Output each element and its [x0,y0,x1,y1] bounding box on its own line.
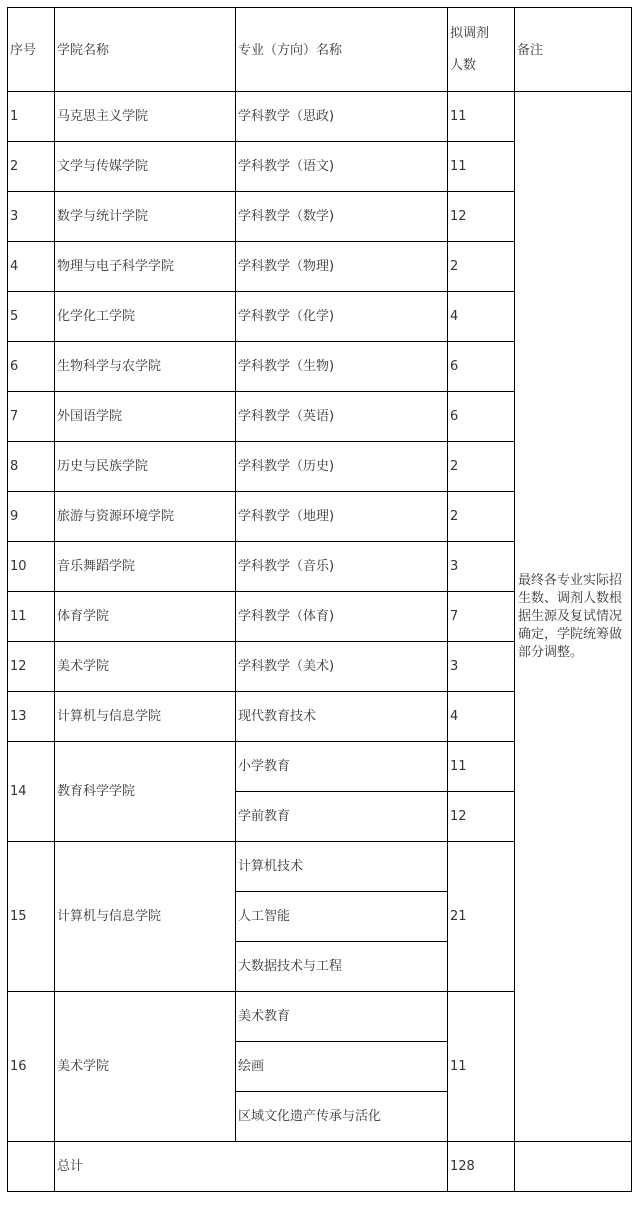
total-count: 128 [448,1142,515,1192]
row-count: 11 [448,992,515,1142]
row-major: 现代教育技术 [236,692,448,742]
row-count: 2 [448,242,515,292]
table-row [8,92,632,142]
row-count: 2 [448,442,515,492]
row-seq: 8 [8,442,55,492]
row-seq: 1 [8,92,55,142]
row-major: 学科教学（历史) [236,442,448,492]
row-college: 马克思主义学院 [55,92,236,142]
header-seq: 序号 [8,8,55,92]
row-count: 4 [448,692,515,742]
header-count-line2: 人数 [450,58,477,73]
header-major: 专业（方向）名称 [236,8,448,92]
row-count: 12 [448,792,515,842]
header-college: 学院名称 [55,8,236,92]
row-college: 美术学院 [55,642,236,692]
row-major: 人工智能 [236,892,448,942]
row-count: 6 [448,342,515,392]
row-major: 学科教学（生物) [236,342,448,392]
row-count: 11 [448,742,515,792]
row-major: 学科教学（数学) [236,192,448,242]
row-seq: 15 [8,842,55,992]
total-remark-empty [515,1142,632,1192]
row-major: 学科教学（语文) [236,142,448,192]
row-college: 美术学院 [55,992,236,1142]
row-seq: 13 [8,692,55,742]
row-college: 数学与统计学院 [55,192,236,242]
row-major: 大数据技术与工程 [236,942,448,992]
header-count [448,8,515,92]
row-college: 生物科学与农学院 [55,342,236,392]
row-college: 外国语学院 [55,392,236,442]
row-count: 11 [448,92,515,142]
row-college: 化学化工学院 [55,292,236,342]
row-major: 计算机技术 [236,842,448,892]
row-count: 4 [448,292,515,342]
row-count: 3 [448,642,515,692]
row-seq: 5 [8,292,55,342]
row-count: 21 [448,842,515,992]
row-college: 旅游与资源环境学院 [55,492,236,542]
row-major: 美术教育 [236,992,448,1042]
row-major: 学科教学（体育) [236,592,448,642]
row-seq: 11 [8,592,55,642]
row-count: 7 [448,592,515,642]
remark-cell: 最终各专业实际招生数、调剂人数根据生源及复试情况确定，学院统筹做部分调整。 [515,92,632,1142]
row-college: 体育学院 [55,592,236,642]
row-major: 小学教育 [236,742,448,792]
row-major: 学科教学（地理) [236,492,448,542]
row-college: 教育科学学院 [55,742,236,842]
row-major: 学科教学（思政) [236,92,448,142]
row-major: 学科教学（美术) [236,642,448,692]
row-college: 文学与传媒学院 [55,142,236,192]
row-count: 11 [448,142,515,192]
row-major: 区域文化遗产传承与活化 [236,1092,448,1142]
row-seq: 14 [8,742,55,842]
row-seq: 9 [8,492,55,542]
row-count: 3 [448,542,515,592]
row-count: 2 [448,492,515,542]
row-count: 6 [448,392,515,442]
row-college: 音乐舞蹈学院 [55,542,236,592]
row-major: 学科教学（物理) [236,242,448,292]
header-count-line1: 拟调剂 [450,26,490,41]
total-seq-empty [8,1142,55,1192]
row-seq: 7 [8,392,55,442]
total-row [8,1142,632,1192]
row-major: 学前教育 [236,792,448,842]
row-seq: 10 [8,542,55,592]
header-remark: 备注 [515,8,632,92]
row-college: 历史与民族学院 [55,442,236,492]
total-label: 总计 [55,1142,448,1192]
row-major: 学科教学（音乐) [236,542,448,592]
row-college: 计算机与信息学院 [55,842,236,992]
row-college: 物理与电子科学学院 [55,242,236,292]
row-major: 学科教学（英语) [236,392,448,442]
row-college: 计算机与信息学院 [55,692,236,742]
adjustment-quota-table [7,7,632,1192]
row-seq: 12 [8,642,55,692]
row-seq: 3 [8,192,55,242]
row-seq: 6 [8,342,55,392]
row-major: 绘画 [236,1042,448,1092]
row-major: 学科教学（化学) [236,292,448,342]
row-seq: 16 [8,992,55,1142]
row-count: 12 [448,192,515,242]
header-row [8,8,632,92]
row-seq: 4 [8,242,55,292]
row-seq: 2 [8,142,55,192]
